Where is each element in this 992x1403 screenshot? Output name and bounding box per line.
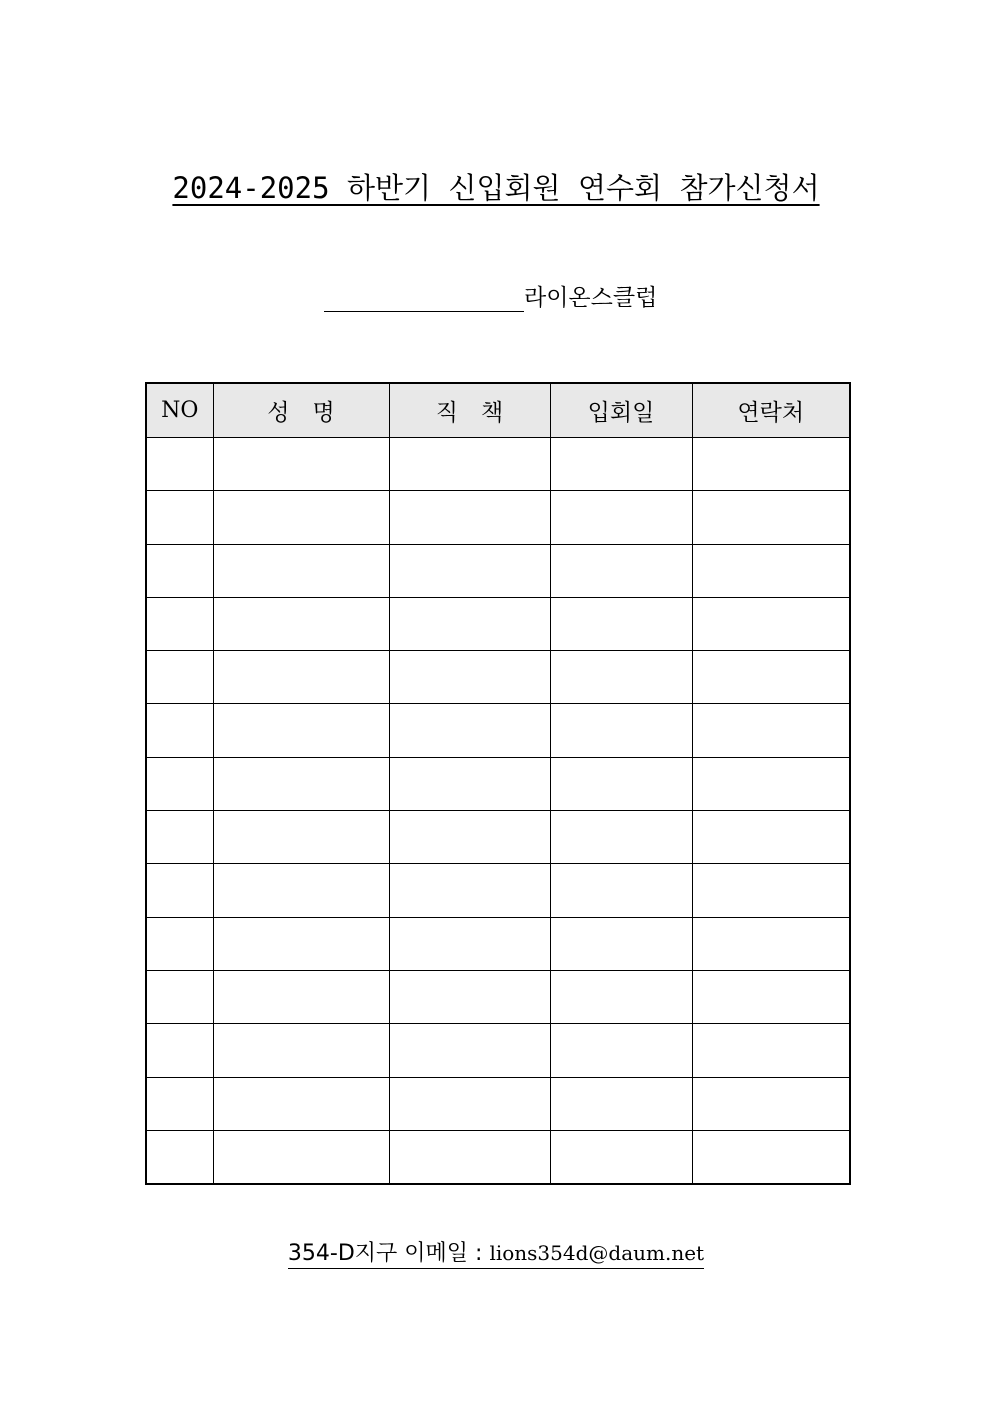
cell-no[interactable] [146,651,213,704]
header-position: 직 책 [389,383,550,438]
cell-no[interactable] [146,597,213,650]
cell-no[interactable] [146,1024,213,1077]
cell-position[interactable] [389,544,550,597]
cell-join-date[interactable] [550,864,692,917]
cell-position[interactable] [389,1024,550,1077]
table-row [146,651,850,704]
header-contact: 연락처 [692,383,850,438]
table-body [146,438,850,1185]
cell-no[interactable] [146,1077,213,1130]
cell-position[interactable] [389,757,550,810]
table-row [146,970,850,1023]
cell-no[interactable] [146,491,213,544]
cell-contact[interactable] [692,970,850,1023]
district-email-label: 354-D지구 이메일 : [287,1241,490,1266]
cell-position[interactable] [389,917,550,970]
cell-join-date[interactable] [550,651,692,704]
cell-position[interactable] [389,651,550,704]
cell-join-date[interactable] [550,704,692,757]
cell-no[interactable] [146,544,213,597]
cell-position[interactable] [389,811,550,864]
header-join-date: 입회일 [550,383,692,438]
cell-join-date[interactable] [550,491,692,544]
cell-contact[interactable] [692,704,850,757]
cell-contact[interactable] [692,811,850,864]
cell-no[interactable] [146,1130,213,1184]
cell-position[interactable] [389,864,550,917]
contact-email[interactable]: lions354d@daum.net [489,1241,705,1265]
table-row [146,544,850,597]
cell-name[interactable] [213,491,389,544]
cell-contact[interactable] [692,438,850,491]
cell-no[interactable] [146,704,213,757]
table-row [146,917,850,970]
cell-join-date[interactable] [550,917,692,970]
document-title-text: 2024-2025 하반기 신입회원 연수회 참가신청서 [172,171,820,205]
cell-name[interactable] [213,1024,389,1077]
cell-no[interactable] [146,811,213,864]
table-row [146,757,850,810]
cell-no[interactable] [146,864,213,917]
cell-join-date[interactable] [550,757,692,810]
cell-position[interactable] [389,491,550,544]
cell-contact[interactable] [692,491,850,544]
cell-name[interactable] [213,917,389,970]
cell-join-date[interactable] [550,1077,692,1130]
table-row [146,811,850,864]
cell-name[interactable] [213,1130,389,1184]
table-row [146,1077,850,1130]
cell-name[interactable] [213,651,389,704]
table-row [146,1024,850,1077]
cell-name[interactable] [213,544,389,597]
cell-position[interactable] [389,704,550,757]
cell-join-date[interactable] [550,970,692,1023]
table-row [146,491,850,544]
club-name-blank[interactable] [324,283,524,312]
cell-position[interactable] [389,438,550,491]
cell-join-date[interactable] [550,1024,692,1077]
club-suffix: 라이온스클럽 [524,285,658,311]
cell-position[interactable] [389,597,550,650]
cell-join-date[interactable] [550,597,692,650]
cell-contact[interactable] [692,544,850,597]
cell-name[interactable] [213,864,389,917]
cell-contact[interactable] [692,1130,850,1184]
cell-join-date[interactable] [550,438,692,491]
cell-name[interactable] [213,704,389,757]
cell-contact[interactable] [692,757,850,810]
header-name: 성 명 [213,383,389,438]
cell-contact[interactable] [692,1024,850,1077]
cell-name[interactable] [213,597,389,650]
cell-no[interactable] [146,970,213,1023]
cell-contact[interactable] [692,651,850,704]
cell-join-date[interactable] [550,811,692,864]
cell-contact[interactable] [692,1077,850,1130]
table-row [146,438,850,491]
cell-no[interactable] [146,438,213,491]
cell-no[interactable] [146,917,213,970]
table-row [146,1130,850,1184]
table-row [146,704,850,757]
cell-position[interactable] [389,970,550,1023]
cell-position[interactable] [389,1077,550,1130]
footer-line [288,1236,704,1269]
header-no: NO [146,383,213,438]
cell-name[interactable] [213,438,389,491]
table-header-row [146,383,850,438]
participant-table [145,382,851,1185]
cell-name[interactable] [213,811,389,864]
cell-join-date[interactable] [550,544,692,597]
table-row [146,597,850,650]
cell-contact[interactable] [692,597,850,650]
cell-no[interactable] [146,757,213,810]
cell-name[interactable] [213,970,389,1023]
footer [0,1236,992,1269]
cell-contact[interactable] [692,917,850,970]
document-title [0,166,992,207]
club-name-line [324,280,657,312]
cell-name[interactable] [213,1077,389,1130]
cell-position[interactable] [389,1130,550,1184]
table-row [146,864,850,917]
cell-name[interactable] [213,757,389,810]
cell-join-date[interactable] [550,1130,692,1184]
cell-contact[interactable] [692,864,850,917]
